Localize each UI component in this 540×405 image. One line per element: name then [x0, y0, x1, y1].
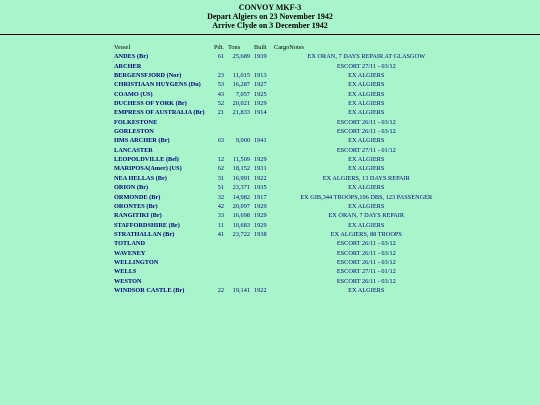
built-cell: [252, 258, 274, 267]
notes-cell: EX ALGIERS: [348, 184, 385, 192]
built-cell: [252, 127, 274, 136]
notes-cell: ESCORT 26/11 - 03/12: [336, 249, 396, 257]
vessel-cell: GORLESTON: [114, 128, 154, 136]
tons-cell: [227, 239, 252, 248]
built-cell: [252, 277, 274, 286]
table-row: [114, 202, 443, 211]
table-body: [114, 52, 443, 295]
vessel-cell: WELLINGTON: [114, 258, 159, 266]
table-row: [114, 146, 443, 155]
notes-cell: EX ALGIERS, 88 TROOPS: [330, 230, 402, 238]
built-cell: 1929: [254, 202, 267, 210]
tons-cell: 16,991: [232, 174, 250, 182]
cargo-cell: [274, 277, 289, 286]
built-cell: 1922: [254, 286, 267, 294]
built-cell: 1939: [254, 53, 267, 61]
tons-cell: 19,141: [232, 286, 250, 294]
notes-cell: ESCORT 26/11 - 03/12: [336, 128, 396, 136]
pdt-cell: 42: [217, 202, 224, 210]
tons-cell: 16,698: [232, 212, 250, 220]
notes-cell: ESCORT 26/11 - 03/12: [336, 240, 396, 248]
tons-cell: 21,833: [232, 109, 250, 117]
cargo-cell: [274, 174, 289, 183]
arrive-line: Arrive Clyde on 3 December 1942: [212, 21, 328, 31]
pdt-cell: 32: [217, 193, 224, 201]
pdt-cell: [210, 146, 227, 155]
built-cell: 1929: [254, 221, 267, 229]
vessel-cell: ORION (Br): [114, 184, 149, 192]
cargo-cell: [274, 52, 289, 61]
table-row: [114, 71, 443, 80]
table-row: [114, 118, 443, 127]
table-row: [114, 211, 443, 220]
cargo-cell: [274, 267, 289, 276]
tons-cell: 23,722: [232, 230, 250, 238]
col-pdt-header: Pdt.: [214, 44, 224, 51]
pdt-cell: 31: [217, 174, 224, 182]
vessel-cell: ARCHER: [114, 62, 142, 70]
cargo-cell: [274, 202, 289, 211]
tons-cell: 11,015: [232, 72, 250, 80]
notes-cell: EX ORAN, 7 DAYS REPAIR: [328, 212, 405, 220]
table-row: [114, 90, 443, 99]
pdt-cell: 22: [217, 286, 224, 294]
pdt-cell: [210, 127, 227, 136]
table-row: [114, 52, 443, 61]
cargo-cell: [274, 118, 289, 127]
pdt-cell: 12: [217, 156, 224, 164]
vessel-cell: RANGITIKI (Br): [114, 212, 162, 220]
tons-cell: [227, 146, 252, 155]
notes-cell: ESCORT 27/11 - 01/12: [336, 268, 396, 276]
cargo-cell: [274, 221, 289, 230]
cargo-cell: [274, 193, 289, 202]
vessel-cell: LANCASTER: [114, 146, 153, 154]
convoy-title: CONVOY MKF-3: [238, 3, 302, 12]
built-cell: 1913: [254, 72, 267, 80]
cargo-cell: [274, 286, 289, 295]
cargo-cell: [274, 62, 289, 71]
notes-cell: EX ALGIERS: [348, 156, 385, 164]
pdt-cell: [210, 277, 227, 286]
pdt-cell: [210, 258, 227, 267]
vessel-cell: WAVENEY: [114, 249, 146, 257]
tons-cell: 25,689: [232, 53, 250, 61]
pdt-cell: 33: [217, 212, 224, 220]
vessel-cell: TOTLAND: [114, 240, 146, 248]
built-cell: 1929: [254, 212, 267, 220]
tons-cell: 16,287: [232, 81, 250, 89]
built-cell: [252, 239, 274, 248]
built-cell: 1927: [254, 81, 267, 89]
tons-cell: [227, 277, 252, 286]
cargo-cell: [274, 249, 289, 258]
tons-cell: 20,021: [232, 100, 250, 108]
col-built-header: Built: [254, 44, 267, 51]
tons-cell: 18,152: [232, 165, 250, 173]
table-row: [114, 193, 443, 202]
built-cell: 1922: [254, 174, 267, 182]
pdt-cell: [210, 62, 227, 71]
tons-cell: 20,097: [232, 202, 250, 210]
built-cell: [252, 146, 274, 155]
pdt-cell: 52: [217, 100, 224, 108]
table-row: [114, 221, 443, 230]
vessel-cell: ORMONDE (Br): [114, 193, 161, 201]
tons-cell: [227, 258, 252, 267]
table-row: [114, 286, 443, 295]
built-cell: 1929: [254, 100, 267, 108]
tons-cell: [227, 127, 252, 136]
notes-cell: EX ALGIERS, 13 DAYS REPAIR: [322, 174, 410, 182]
cargo-cell: [274, 164, 289, 173]
notes-cell: EX ALGIERS: [348, 137, 385, 145]
vessel-cell: ORONTES (Br): [114, 202, 158, 210]
pdt-cell: [210, 249, 227, 258]
tons-cell: 14,982: [232, 193, 250, 201]
table-row: [114, 99, 443, 108]
built-cell: 1925: [254, 90, 267, 98]
table-row: [114, 258, 443, 267]
notes-cell: EX ALGIERS: [348, 100, 385, 108]
vessel-cell: NEA HELLAS (Br): [114, 174, 167, 182]
header-divider: [0, 34, 540, 35]
vessel-cell: ANDES (Br): [114, 53, 149, 61]
notes-cell: EX ORAN, 7 DAYS REPAIR AT GLASGOW: [307, 53, 426, 61]
vessel-cell: DUCHESS OF YORK (Br): [114, 100, 187, 108]
table-row: [114, 80, 443, 89]
tons-cell: 23,371: [232, 184, 250, 192]
vessel-cell: EMPRESS OF AUSTRALIA (Br): [114, 109, 205, 117]
table-row: [114, 174, 443, 183]
notes-cell: ESCORT 27/11 - 03/12: [336, 62, 396, 70]
table-row: [114, 249, 443, 258]
convoy-table: [114, 43, 443, 295]
table-row: [114, 239, 443, 248]
notes-cell: ESCORT 26/11 - 03/12: [336, 277, 396, 285]
vessel-cell: BERGENSFJORD (Nor): [114, 72, 182, 80]
notes-cell: EX ALGIERS: [348, 81, 385, 89]
table-row: [114, 127, 443, 136]
notes-cell: EX ALGIERS: [348, 202, 385, 210]
vessel-cell: FOLKESTONE: [114, 118, 158, 126]
col-notes-header: Notes: [289, 44, 304, 51]
pdt-cell: 41: [217, 230, 224, 238]
table-row: [114, 62, 443, 71]
built-cell: 1935: [254, 184, 267, 192]
pdt-cell: 11: [217, 221, 224, 229]
table-row: [114, 136, 443, 145]
depart-line: Depart Algiers on 23 November 1942: [207, 12, 333, 22]
cargo-cell: [274, 146, 289, 155]
vessel-cell: WELLS: [114, 268, 137, 276]
built-cell: 1914: [254, 109, 267, 117]
table-row: [114, 155, 443, 164]
notes-cell: EX ALGIERS: [348, 221, 385, 229]
notes-cell: ESCORT 26/11 - 03/12: [336, 118, 396, 126]
tons-cell: [227, 118, 252, 127]
built-cell: [252, 249, 274, 258]
cargo-cell: [274, 183, 289, 192]
tons-cell: [227, 267, 252, 276]
built-cell: 1931: [254, 165, 267, 173]
built-cell: [252, 118, 274, 127]
notes-cell: EX ALGIERS: [348, 165, 385, 173]
built-cell: 1929: [254, 156, 267, 164]
vessel-cell: WESTON: [114, 277, 142, 285]
notes-cell: ESCORT 26/11 - 03/12: [336, 258, 396, 266]
tons-cell: [227, 62, 252, 71]
cargo-cell: [274, 108, 289, 117]
pdt-cell: 51: [217, 184, 224, 192]
vessel-cell: CHRISTIAAN HUYGENS (Du): [114, 81, 201, 89]
table-row: [114, 277, 443, 286]
built-cell: [252, 267, 274, 276]
page-header: [0, 0, 540, 31]
table-row: [114, 183, 443, 192]
pdt-cell: 63: [217, 137, 224, 145]
notes-cell: EX ALGIERS: [348, 286, 385, 294]
vessel-cell: LEOPOLDVILLE (Bel): [114, 156, 179, 164]
vessel-cell: STRATHALLAN (Br): [114, 230, 175, 238]
col-cargo-header: Cargo: [274, 44, 290, 51]
tons-cell: 7,057: [235, 90, 250, 98]
notes-cell: EX GIB,344 TROOPS,196 DBS, 123 PASSENGER: [300, 193, 433, 201]
cargo-cell: [274, 211, 289, 220]
vessel-cell: WINDSOR CASTLE (Br): [114, 286, 185, 294]
vessel-cell: COAMO (US): [114, 90, 153, 98]
col-vessel-header: Vessel: [114, 44, 131, 51]
tons-cell: 10,683: [232, 221, 250, 229]
pdt-cell: 21: [217, 109, 224, 117]
notes-cell: EX ALGIERS: [348, 109, 385, 117]
cargo-cell: [274, 258, 289, 267]
pdt-cell: 43: [217, 90, 224, 98]
tons-cell: 9,000: [235, 137, 250, 145]
table-row: [114, 164, 443, 173]
cargo-cell: [274, 136, 289, 145]
built-cell: 1938: [254, 230, 267, 238]
vessel-cell: HMS ARCHER (Br): [114, 137, 170, 145]
pdt-cell: 61: [217, 53, 224, 61]
vessel-cell: STAFFORDSHIRE (Br): [114, 221, 180, 229]
cargo-cell: [274, 80, 289, 89]
pdt-cell: 23: [217, 72, 224, 80]
built-cell: 1941: [254, 137, 267, 145]
cargo-cell: [274, 90, 289, 99]
cargo-cell: [274, 155, 289, 164]
cargo-cell: [274, 127, 289, 136]
table-header-row: [114, 43, 443, 52]
cargo-cell: [274, 99, 289, 108]
col-tons-header: Tons: [228, 44, 241, 51]
built-cell: 1917: [254, 193, 267, 201]
table-row: [114, 108, 443, 117]
vessel-cell: MARIPOSA(Amer) (US): [114, 165, 182, 173]
notes-cell: EX ALGIERS: [348, 90, 385, 98]
cargo-cell: [274, 230, 289, 239]
cargo-cell: [274, 239, 289, 248]
notes-cell: EX ALGIERS: [348, 72, 385, 80]
pdt-cell: 53: [217, 81, 224, 89]
cargo-cell: [274, 71, 289, 80]
built-cell: [252, 62, 274, 71]
pdt-cell: [210, 239, 227, 248]
pdt-cell: [210, 118, 227, 127]
tons-cell: [227, 249, 252, 258]
notes-cell: ESCORT 27/11 - 01/12: [336, 146, 396, 154]
table-row: [114, 230, 443, 239]
table-row: [114, 267, 443, 276]
pdt-cell: 62: [217, 165, 224, 173]
pdt-cell: [210, 267, 227, 276]
tons-cell: 11,509: [232, 156, 250, 164]
